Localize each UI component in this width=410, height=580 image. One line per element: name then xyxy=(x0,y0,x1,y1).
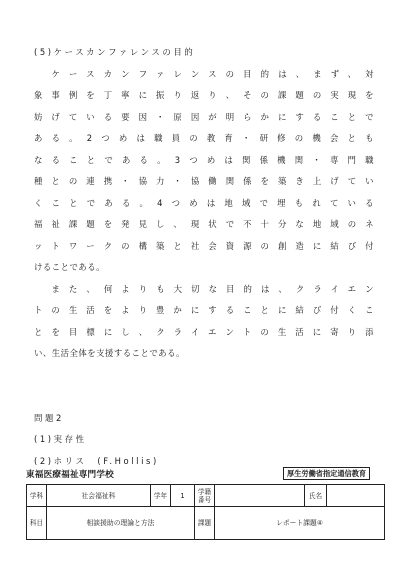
body-line: 妨げている要因・原因が明らかにすることで xyxy=(34,111,374,122)
body-line: 福祉課題を発見し、現状で不十分な地域のネ xyxy=(34,219,374,229)
body-line: 問題2 xyxy=(34,412,64,423)
certification-stamp: 厚生労働省指定通信教育 xyxy=(283,467,370,480)
grade-label: 学年 xyxy=(151,485,171,507)
name-value xyxy=(327,485,385,507)
body-line: ある。2つめは職員の教育・研修の機会とも xyxy=(34,133,374,143)
body-line: ケースカンファレンスの目的は、まず、対 xyxy=(34,68,374,79)
student-info-table xyxy=(26,484,385,540)
name-label: 氏名 xyxy=(305,485,327,507)
body-line: 種との連携・協力・協働関係を築き上げてい xyxy=(34,176,374,186)
body-line: けることである。 xyxy=(34,262,105,272)
school-name: 東福医療福祉専門学校 xyxy=(26,470,114,480)
assignment-value: レポート課題④ xyxy=(215,507,385,540)
subject-value: 相談援助の理論と方法 xyxy=(47,507,195,540)
body-line: ットワークの構築と社会資源の創造に結び付 xyxy=(34,240,374,251)
body-line: い、生活全体を支援することである。 xyxy=(34,348,185,358)
body-line: (1)実存性 xyxy=(34,434,87,444)
body-line: なることである。3つめは関係機関・専門職 xyxy=(34,154,374,165)
body-line: くことである。4つめは地域で埋もれている xyxy=(34,197,374,208)
assignment-label: 課題 xyxy=(195,507,215,540)
body-line: とを目標にし、クライエントの生活に寄り添 xyxy=(34,326,374,337)
body-line: また、何よりも大切な目的は、クライエン xyxy=(34,283,374,294)
department-label: 学科 xyxy=(27,485,47,507)
body-line: トの生活をより豊かにすることに結び付くこ xyxy=(34,305,374,315)
body-line: (2)ホリス (F.Hollis) xyxy=(34,455,159,466)
grade-value: 1 xyxy=(171,485,195,507)
subject-label: 科目 xyxy=(27,507,47,540)
student-id-label: 学籍番号 xyxy=(195,485,215,507)
body-line: (5)ケースカンファレンスの目的 xyxy=(34,47,196,57)
student-id-value xyxy=(215,485,305,507)
department-value: 社会福祉科 xyxy=(47,485,151,507)
body-line: 象事例を丁寧に振り返り、その課題の実現を xyxy=(34,90,374,100)
